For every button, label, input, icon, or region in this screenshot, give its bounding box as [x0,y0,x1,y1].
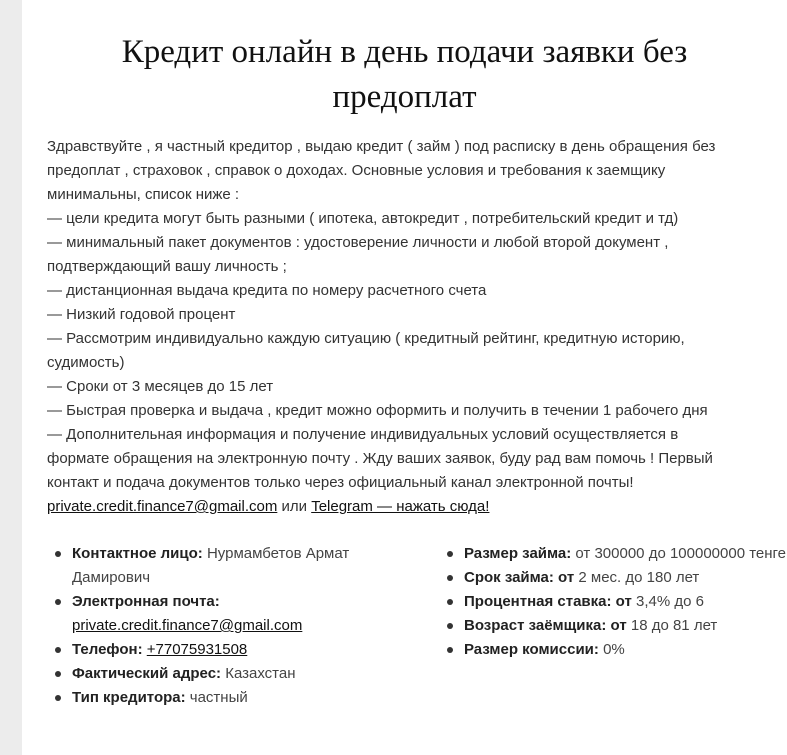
intro-line: — дистанционная выдача кредита по номеру расчетного счета [47,282,487,299]
phone-label: Телефон: [72,641,143,658]
intro-line: минимальны, список ниже : [47,186,240,203]
intro-line: формате обращения на электронную почту . Жду ваших заявок, буду рад вам помочь ! Первый [47,450,713,467]
email-value-link[interactable]: private.credit.finance7@gmail.com [72,617,303,634]
page-title-line-1: Кредит онлайн в день подачи заявки без [121,34,688,70]
list-item-borrower-age [464,614,787,638]
intro-text [47,135,759,519]
intro-line: Здравствуйте , я частный кредитор , выдаю кредит ( займ ) под расписку в день обращения без [47,138,716,155]
page-title-line-2: предоплат [332,79,477,115]
intro-line: — Рассмотрим индивидуально каждую ситуацию ( кредитный рейтинг, кредитную историю, [47,330,685,347]
intro-line: — Дополнительная информация и получение индивидуальных условий осуществляется в [47,426,679,443]
list-item-lender-type [72,686,402,710]
commission-value: 0% [598,641,625,658]
contact-value: Нурмамбетов Армат Дамирович [72,545,350,586]
list-item-email [72,590,402,638]
list-item-loan-term [464,566,787,590]
intro-line: — цели кредита могут быть разными ( ипотека, автокредит , потребительский кредит и тд) [47,210,679,227]
intro-line: — Сроки от 3 месяцев до 15 лет [47,378,274,395]
borrower-age-label: Возраст заёмщика: от [464,617,627,634]
address-value: Казахстан [221,665,296,682]
list-item-phone [72,638,402,662]
page-content [22,0,787,755]
intro-line: судимость) [47,354,125,371]
address-label: Фактический адрес: [72,665,222,682]
list-item-interest-rate [464,590,787,614]
telegram-link[interactable]: Telegram — нажать сюда! [311,498,490,515]
contact-label: Контактное лицо: [72,545,203,562]
interest-rate-value: 3,4% до 6 [631,593,704,610]
borrower-age-value: 18 до 81 лет [626,617,718,634]
loan-terms-list [464,542,787,662]
intro-line: предоплат , страховок , справок о доходах. Основные условия и требования к заемщику [47,162,666,179]
page-title [22,30,787,120]
loan-term-label: Срок займа: от [464,569,575,586]
intro-line: контакт и подача документов только через официальный канал электронной почты! [47,474,634,491]
email-label: Электронная почта: [72,593,220,610]
intro-contact-line [47,495,759,519]
lender-type-value: частный [185,689,248,706]
contact-details-list [72,542,402,710]
intro-line: — Быстрая проверка и выдача , кредит можно оформить и получить в течении 1 рабочего дня [47,402,708,419]
list-item-address [72,662,402,686]
intro-line: подтверждающий вашу личность ; [47,258,287,275]
or-text: или [277,498,312,515]
loan-amount-label: Размер займа: [464,545,572,562]
lender-type-label: Тип кредитора: [72,689,186,706]
loan-amount-value: от 300000 до 100000000 тенге [571,545,787,562]
loan-term-value: 2 мес. до 180 лет [574,569,700,586]
list-item-commission [464,638,787,662]
email-link[interactable]: private.credit.finance7@gmail.com [47,498,278,515]
commission-label: Размер комиссии: [464,641,599,658]
phone-link[interactable]: +77075931508 [146,641,248,658]
interest-rate-label: Процентная ставка: от [464,593,632,610]
intro-line: — Низкий годовой процент [47,306,236,323]
list-item-contact-person [72,542,402,590]
list-item-loan-amount [464,542,787,566]
intro-line: — минимальный пакет документов : удостоверение личности и любой второй документ , [47,234,669,251]
